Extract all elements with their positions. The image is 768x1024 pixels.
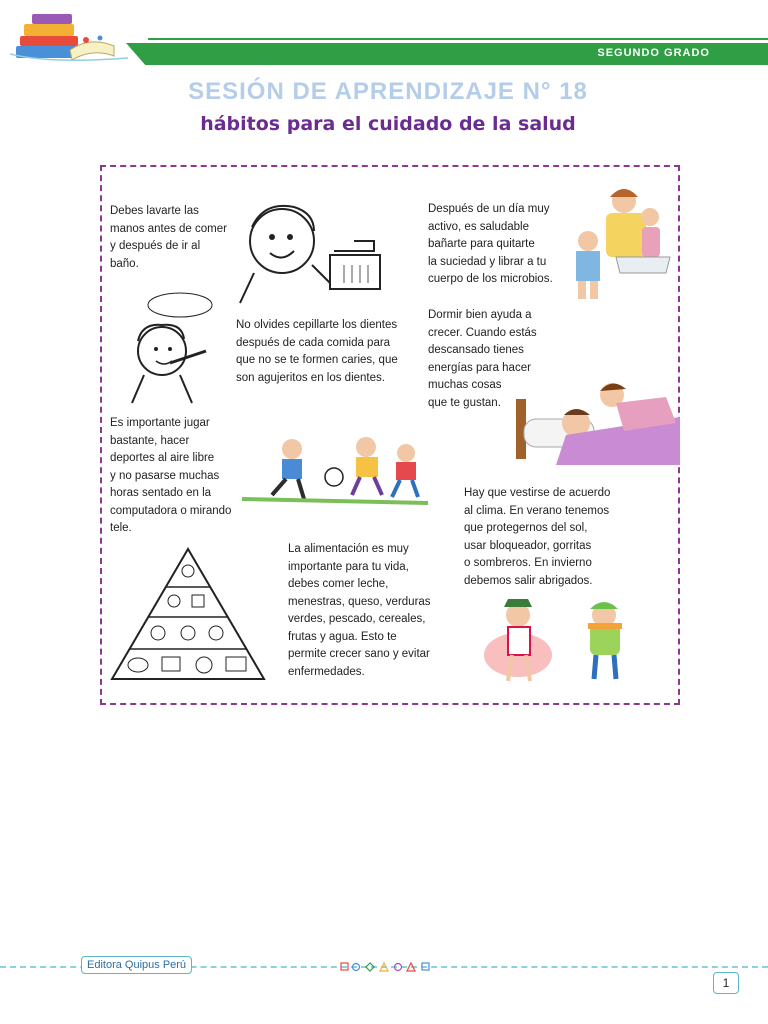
tip-play: Es importante jugar bastante, hacer deportes al aire libre y no pasarse muchas horas sentado en la computadora o mirando tele. — [110, 417, 232, 534]
page-number: 1 — [713, 972, 739, 994]
sleeping-child-illustration-icon — [516, 379, 680, 465]
tip-clothing: Hay que vestirse de acuerdo al clima. En verano tenemos que protegernos del sol, usar bloqueador, gorritas o sombreros. En invierno debemos salir abrigados. — [464, 487, 611, 587]
soccer-kids-illustration-icon — [242, 429, 428, 509]
header-rule — [148, 38, 768, 40]
tip-handwash: Debes lavarte las manos antes de comer y después de ir al baño. — [110, 205, 227, 270]
page-header — [0, 0, 768, 72]
food-pyramid-illustration-icon — [108, 545, 268, 685]
publisher-badge: Editora Quipus Perú — [81, 956, 192, 974]
grade-label: SEGUNDO GRADO — [597, 47, 710, 59]
books-logo-icon — [10, 10, 128, 66]
decorative-shapes-icon — [340, 961, 440, 973]
tip-bath: Después de un día muy activo, es saludable bañarte para quitarte la suciedad y librar a tu cuerpo de los microbios. — [428, 203, 553, 285]
session-title: SESIÓN DE APRENDIZAJE N° 18 — [188, 78, 588, 105]
tip-teeth: No olvides cepillarte los dientes después de cada comida para que no se te formen caries, que son agujeritos en los dientes. — [236, 319, 398, 384]
tip-sleep: Dormir bien ayuda a crecer. Cuando estás descansado tienes energías para hacer muchas cosas que te gustan. — [428, 309, 537, 409]
health-habits-infographic — [100, 165, 680, 705]
session-subtitle: hábitos para el cuidado de la salud — [200, 113, 576, 135]
weather-clothing-illustration-icon — [484, 595, 644, 691]
tip-food: La alimentación es muy importante para tu vida, debes comer leche, menestras, queso, verduras verdes, pescado, cereales, frutas y agua. Esto te permite crecer sano y evitar enfermedades. — [288, 543, 431, 678]
handwash-illustration-icon — [234, 195, 400, 305]
toothbrush-illustration-icon — [122, 289, 214, 405]
bath-family-illustration-icon — [566, 183, 676, 303]
